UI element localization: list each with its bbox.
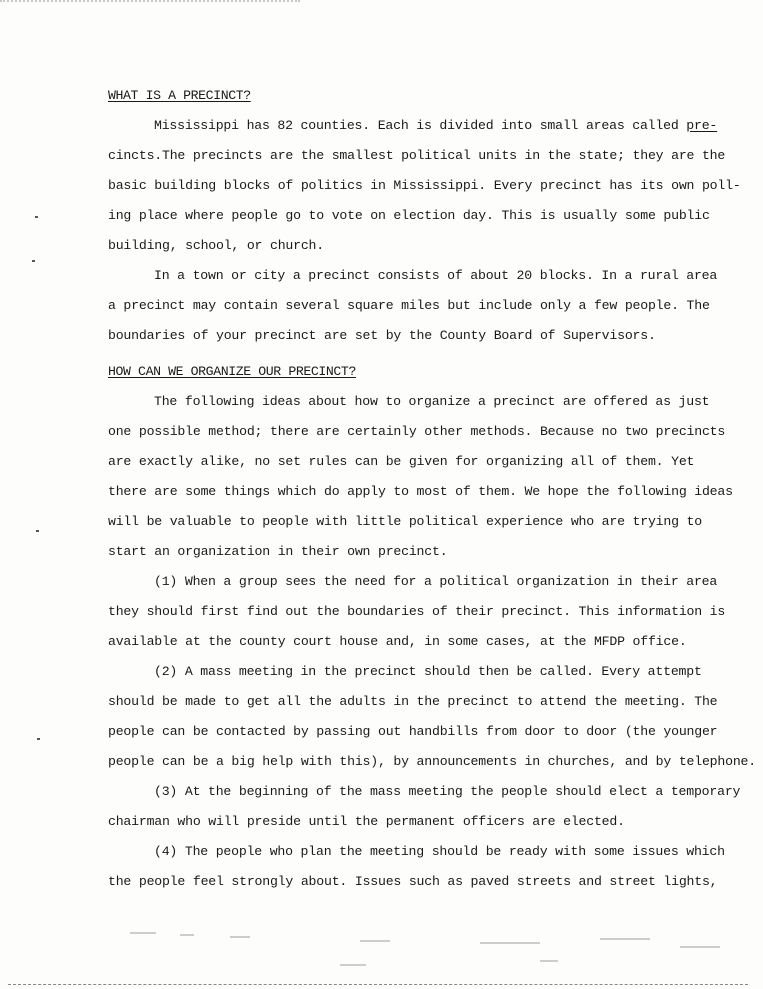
text-line: (3) At the beginning of the mass meeting the people should elect a temporary	[154, 784, 741, 799]
text-line: ing place where people go to vote on election day. This is usually some public	[108, 208, 710, 223]
text-line: basic building blocks of politics in Mississippi. Every precinct has its own poll-	[108, 178, 741, 193]
text-line: cincts.The precincts are the smallest political units in the state; they are the	[108, 148, 726, 163]
text-line: boundaries of your precinct are set by the County Board of Supervisors.	[108, 328, 656, 343]
text-line: are exactly alike, no set rules can be given for organizing all of them. Yet	[108, 454, 695, 469]
text-line: the people feel strongly about. Issues such as paved streets and street lights,	[108, 874, 718, 889]
text-line: one possible method; there are certainly other methods. Because no two precincts	[108, 424, 726, 439]
paragraph-town-or-city	[108, 266, 748, 356]
paragraph-following-ideas	[108, 392, 748, 572]
text-line: available at the county court house and, in some cases, at the MFDP office.	[108, 634, 687, 649]
text-line: The following ideas about how to organize a precinct are offered as just	[154, 394, 710, 409]
margin-speck	[35, 216, 38, 218]
paragraph-step-4	[108, 842, 748, 902]
text-line: chairman who will preside until the permanent officers are elected.	[108, 814, 625, 829]
section-heading-organize-precinct: HOW CAN WE ORGANIZE OUR PRECINCT?	[108, 364, 356, 379]
text-line: a precinct may contain several square miles but include only a few people. The	[108, 298, 710, 313]
paragraph-step-3	[108, 782, 748, 842]
paragraph-mississippi-counties	[108, 116, 748, 266]
text-line	[108, 116, 748, 146]
text-line: will be valuable to people with little political experience who are trying to	[108, 514, 702, 529]
text-line: (4) The people who plan the meeting should be ready with some issues which	[154, 844, 725, 859]
paragraph-step-2	[108, 662, 756, 782]
text-line: In a town or city a precinct consists of about 20 blocks. In a rural area	[154, 268, 718, 283]
paragraph-step-1	[108, 572, 748, 662]
text-span: Mississippi has 82 counties. Each is divided into small areas called	[154, 118, 687, 133]
text-line: people can be contacted by passing out handbills from door to door (the younger	[108, 724, 718, 739]
text-line: should be made to get all the adults in the precinct to attend the meeting. The	[108, 694, 718, 709]
margin-speck	[36, 530, 39, 532]
bottom-dashed-rule	[8, 984, 748, 985]
text-line: they should first find out the boundaries of their precinct. This information is	[108, 604, 726, 619]
section-heading-what-is-precinct: WHAT IS A PRECINCT?	[108, 88, 251, 103]
text-line: building, school, or church.	[108, 238, 324, 253]
text-line: (1) When a group sees the need for a political organization in their area	[154, 574, 718, 589]
document-body	[108, 86, 756, 902]
text-line: start an organization in their own precinct.	[108, 544, 448, 559]
text-line: people can be a big help with this), by announcements in churches, and by telephone.	[108, 754, 756, 769]
bleed-through-noise	[120, 920, 740, 970]
underlined-word: pre-	[686, 118, 718, 133]
margin-speck	[32, 260, 35, 262]
text-line: (2) A mass meeting in the precinct should then be called. Every attempt	[154, 664, 702, 679]
text-line: there are some things which do apply to most of them. We hope the following ideas	[108, 484, 733, 499]
top-dotted-rule	[0, 0, 300, 4]
margin-speck	[37, 738, 40, 740]
